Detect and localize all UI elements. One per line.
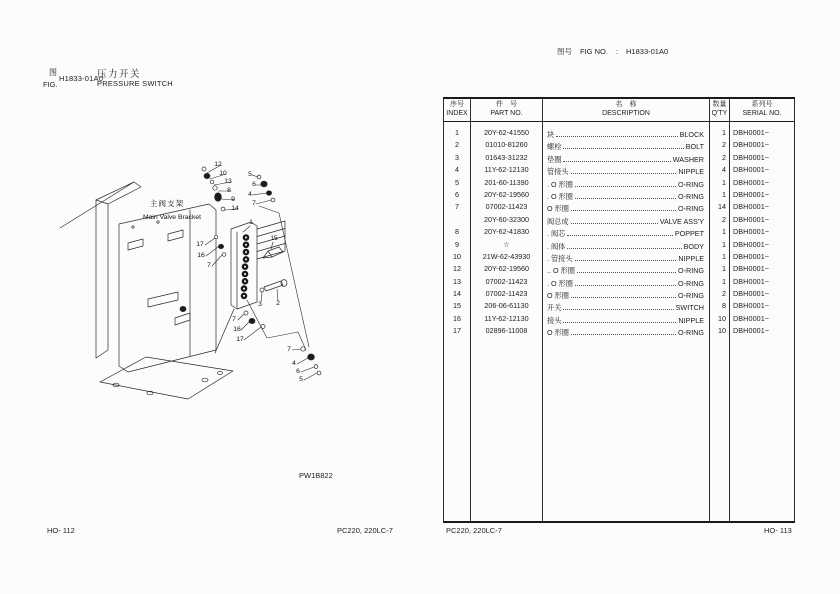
part-no-cell: 20Y-62-41830 [484, 227, 529, 237]
index-cell: 4 [455, 165, 459, 175]
description-en: O-RING [678, 191, 704, 201]
callout-number: 8 [227, 187, 231, 194]
header-qty [710, 99, 729, 122]
serial-no-cell: DBH0001~ [733, 276, 770, 286]
header-index [444, 99, 470, 122]
qty-cell: 10 [718, 326, 726, 336]
fig-label-en: FIG. [43, 80, 58, 89]
header-part-cn: 件 号 [496, 101, 517, 109]
parts-table [443, 97, 795, 523]
fig-no-line [557, 46, 668, 57]
index-cell: 3 [455, 152, 459, 162]
callout-number: 5 [248, 171, 252, 178]
description-en: O-RING [678, 278, 704, 288]
index-cell: 2 [455, 140, 459, 150]
index-cell: 6 [455, 189, 459, 199]
header-desc-en: DESCRIPTION [602, 110, 650, 117]
serial-no-cell: DBH0001~ [733, 140, 770, 150]
qty-cell: 1 [722, 251, 726, 261]
callout-number: 2 [276, 300, 280, 307]
description-cn: O 形圈 [547, 291, 569, 301]
leader-dots [567, 226, 672, 236]
header-description [543, 99, 709, 122]
description-cn: O 形圈 [547, 328, 569, 338]
callout-number: 10 [219, 170, 227, 177]
leader-dots [563, 152, 670, 162]
left-model-code: PC220, 220LC-7 [337, 526, 393, 535]
callout-number: 12 [214, 161, 222, 168]
index-cell: 13 [453, 276, 461, 286]
leader-dots [575, 189, 676, 199]
fig-no-separator: : [615, 47, 619, 56]
callout-number: 1 [249, 219, 253, 226]
leader-dots [575, 177, 676, 187]
qty-cell: 1 [722, 189, 726, 199]
description-cell [543, 189, 709, 201]
index-cell: 14 [453, 289, 461, 299]
serial-no-cell: DBH0001~ [733, 239, 770, 249]
part-no-cell: 07002-11423 [485, 276, 528, 286]
header-qty-en: Q'TY [711, 110, 728, 117]
qty-cell: 1 [722, 177, 726, 187]
right-page-number: HO- 113 [764, 526, 792, 535]
index-cell: 17 [453, 326, 461, 336]
description-en: O-RING [678, 266, 704, 276]
description-cell [543, 201, 709, 213]
description-cell [543, 226, 709, 238]
qty-cell: 2 [722, 214, 726, 224]
callout-number: 13 [224, 178, 232, 185]
description-cell [543, 152, 709, 164]
description-en: O-RING [678, 291, 704, 301]
part-no-cell: 20Y-62-19560 [484, 264, 529, 274]
callout-numbers [196, 161, 303, 383]
qty-cell: 2 [722, 152, 726, 162]
callout-number: 7 [287, 346, 291, 353]
description-cell [543, 263, 709, 275]
qty-cell: 2 [722, 140, 726, 150]
part-no-cell: 201-60-11390 [484, 177, 529, 187]
exploded-view-diagram [30, 130, 360, 450]
column-description [543, 99, 710, 521]
part-no-cell: 206-06-61130 [484, 301, 529, 311]
header-serial-cn: 系列号 [751, 101, 773, 109]
leader-dots [577, 263, 676, 273]
description-cell [543, 288, 709, 300]
index-cell: 5 [455, 177, 459, 187]
callout-number: 4 [292, 360, 296, 367]
serial-no-cell: DBH0001~ [733, 214, 770, 224]
leader-dots [575, 276, 676, 286]
description-en: NIPPLE [678, 315, 704, 325]
leader-dots [571, 164, 677, 174]
part-no-cell: 20Y-62-41550 [484, 128, 529, 137]
description-cell [543, 214, 709, 226]
serial-no-cell: DBH0001~ [733, 177, 770, 187]
index-cell: 16 [453, 313, 461, 323]
description-en: BODY [683, 241, 704, 251]
description-cell [543, 139, 709, 151]
description-cell [543, 313, 709, 325]
fig-no-value: H1833-01A0 [626, 47, 669, 56]
index-cell: 1 [455, 128, 459, 137]
description-en: O-RING [678, 328, 704, 338]
callout-number: 7 [207, 262, 211, 269]
leader-dots [575, 251, 677, 261]
column-serial-no [730, 99, 794, 521]
description-cn: 阀总成 [547, 216, 569, 226]
part-no-cell: 11Y-62-12130 [484, 313, 529, 323]
description-cell [543, 300, 709, 312]
description-cn: . 管接头 [547, 253, 573, 263]
column-qty [710, 99, 730, 521]
index-cell: 7 [455, 202, 459, 212]
leader-dots [556, 127, 677, 137]
header-index-cn: 序号 [450, 101, 464, 109]
callout-number: 4 [248, 191, 252, 198]
serial-no-cell: DBH0001~ [733, 152, 770, 162]
description-cell [543, 251, 709, 263]
page-title-en: PRESSURE SWITCH [97, 79, 173, 88]
figure-code: H1833-01A0 [59, 74, 104, 83]
callout-number: 7 [232, 316, 236, 323]
leader-dots [571, 325, 676, 335]
description-cn: 垫圈 [547, 154, 562, 164]
description-cn: . 阀体 [547, 241, 566, 251]
column-index [444, 99, 471, 521]
fig-label-cn: 图 [49, 68, 57, 77]
description-cell [543, 325, 709, 337]
column-part-no [471, 99, 543, 521]
bracket-front-plate [119, 204, 216, 372]
index-cell [444, 214, 470, 226]
callout-number: 9 [231, 196, 235, 203]
leader-dots [571, 201, 676, 211]
qty-cell: 10 [718, 313, 726, 323]
callout-number: 7 [252, 200, 256, 207]
description-en: BLOCK [679, 130, 704, 139]
description-cn: 螺栓 [547, 142, 562, 152]
part-no-cell: 20Y-62-19560 [484, 189, 529, 199]
serial-no-cell: DBH0001~ [733, 326, 770, 336]
callout-number: 15 [270, 235, 278, 242]
qty-cell: 14 [718, 202, 726, 212]
serial-no-cell: DBH0001~ [733, 202, 770, 212]
part-no-cell: 11Y-62-12130 [484, 165, 529, 175]
description-cell [543, 177, 709, 189]
leader-lines [205, 165, 317, 380]
serial-no-cell: DBH0001~ [733, 227, 770, 237]
serial-no-cell: DBH0001~ [733, 128, 770, 137]
part-no-cell: 07002-11423 [485, 289, 528, 299]
serial-no-cell: DBH0001~ [733, 189, 770, 199]
index-cell: 10 [453, 251, 461, 261]
leader-dots [563, 300, 673, 310]
right-model-code: PC220, 220LC-7 [446, 526, 502, 535]
description-en: O-RING [678, 179, 704, 189]
leader-dots [567, 239, 681, 249]
part-no-cell: 07002-11423 [485, 202, 528, 212]
serial-no-cell: DBH0001~ [733, 165, 770, 175]
header-index-en: INDEX [446, 110, 468, 117]
description-cn: . O 形圈 [547, 278, 573, 288]
description-cn: . O 形圈 [547, 191, 573, 201]
serial-no-cell: DBH0001~ [733, 301, 770, 311]
qty-cell: 2 [722, 289, 726, 299]
description-cn: 开关 [547, 303, 562, 313]
callout-number: 6 [252, 181, 256, 188]
description-cell [543, 127, 709, 139]
qty-cell: 1 [722, 128, 726, 137]
fig-no-label-cn: 图号 [557, 47, 572, 56]
leader-dots [571, 288, 676, 298]
header-part-en: PART NO. [490, 110, 523, 117]
serial-no-cell: DBH0001~ [733, 264, 770, 274]
qty-cell: 8 [722, 301, 726, 311]
description-cn: 块 [547, 130, 555, 139]
bracket-label-en: Main Valve Bracket [142, 214, 202, 221]
header-serial-en: SERIAL NO. [742, 110, 782, 117]
qty-cell: 4 [722, 165, 726, 175]
bolt-part [264, 281, 283, 291]
callout-number: 17 [196, 241, 204, 248]
part-no-cell: 01010-81260 [485, 140, 528, 150]
bracket-left-plate [96, 182, 141, 204]
description-cn: O 形圈 [547, 204, 569, 214]
drawing-number: PW1B822 [299, 471, 333, 480]
description-en: SWITCH [675, 303, 704, 313]
page-title-cn: 压力开关 [97, 69, 142, 80]
serial-no-cell: DBH0001~ [733, 313, 770, 323]
description-cn: . 阀芯 [547, 229, 566, 239]
description-cell [543, 239, 709, 251]
description-en: WASHER [672, 154, 704, 164]
callout-number: 6 [296, 368, 300, 375]
bracket-label-cn: 主阀支架 [149, 199, 185, 208]
header-serial-no [730, 99, 794, 122]
description-en: NIPPLE [678, 253, 704, 263]
fig-no-label-en: FIG NO. [580, 47, 608, 56]
qty-cell: 1 [722, 264, 726, 274]
callout-number: 17 [236, 336, 244, 343]
description-en: O-RING [678, 204, 704, 214]
description-cn: 接头 [547, 315, 562, 325]
description-en: NIPPLE [678, 167, 704, 177]
header-part-no [471, 99, 542, 122]
part-no-cell: 02896-11008 [485, 326, 528, 336]
part-no-cell: 01643-31232 [485, 152, 528, 162]
description-en: VALVE ASS'Y [659, 216, 704, 226]
index-cell: 9 [455, 239, 459, 249]
header-desc-cn: 名 称 [615, 101, 637, 109]
description-cn: .. O 形圈 [547, 266, 575, 276]
qty-cell: 1 [722, 239, 726, 249]
qty-cell: 1 [722, 276, 726, 286]
description-en: POPPET [674, 229, 704, 239]
serial-no-cell: DBH0001~ [733, 289, 770, 299]
description-cn: . O 形圈 [547, 179, 573, 189]
callout-number: 16 [197, 252, 205, 259]
index-cell: 12 [453, 264, 461, 274]
bracket-base-plate [100, 357, 233, 399]
description-cn: 管接头 [547, 167, 569, 177]
serial-no-cell: DBH0001~ [733, 251, 770, 261]
leader-dots [563, 313, 676, 323]
callout-number: 14 [231, 205, 239, 212]
qty-cell: 1 [722, 227, 726, 237]
leader-dots [571, 214, 658, 224]
left-page-number: HO- 112 [47, 526, 75, 535]
leader-dots [563, 139, 683, 149]
callout-number: 16 [233, 326, 241, 333]
callout-number: 5 [299, 376, 303, 383]
header-qty-cn: 数量 [712, 101, 727, 109]
washer-part [260, 288, 264, 292]
callout-number: 3 [258, 301, 262, 308]
description-cell [543, 276, 709, 288]
index-cell: 8 [455, 227, 459, 237]
index-cell: 15 [453, 301, 461, 311]
description-cell [543, 164, 709, 176]
description-en: BOLT [685, 142, 704, 152]
part-no-cell: ☆ [503, 239, 510, 249]
part-no-cell: 20Y-60-32300 [484, 214, 529, 224]
part-no-cell: 21W-62-43930 [482, 251, 531, 261]
